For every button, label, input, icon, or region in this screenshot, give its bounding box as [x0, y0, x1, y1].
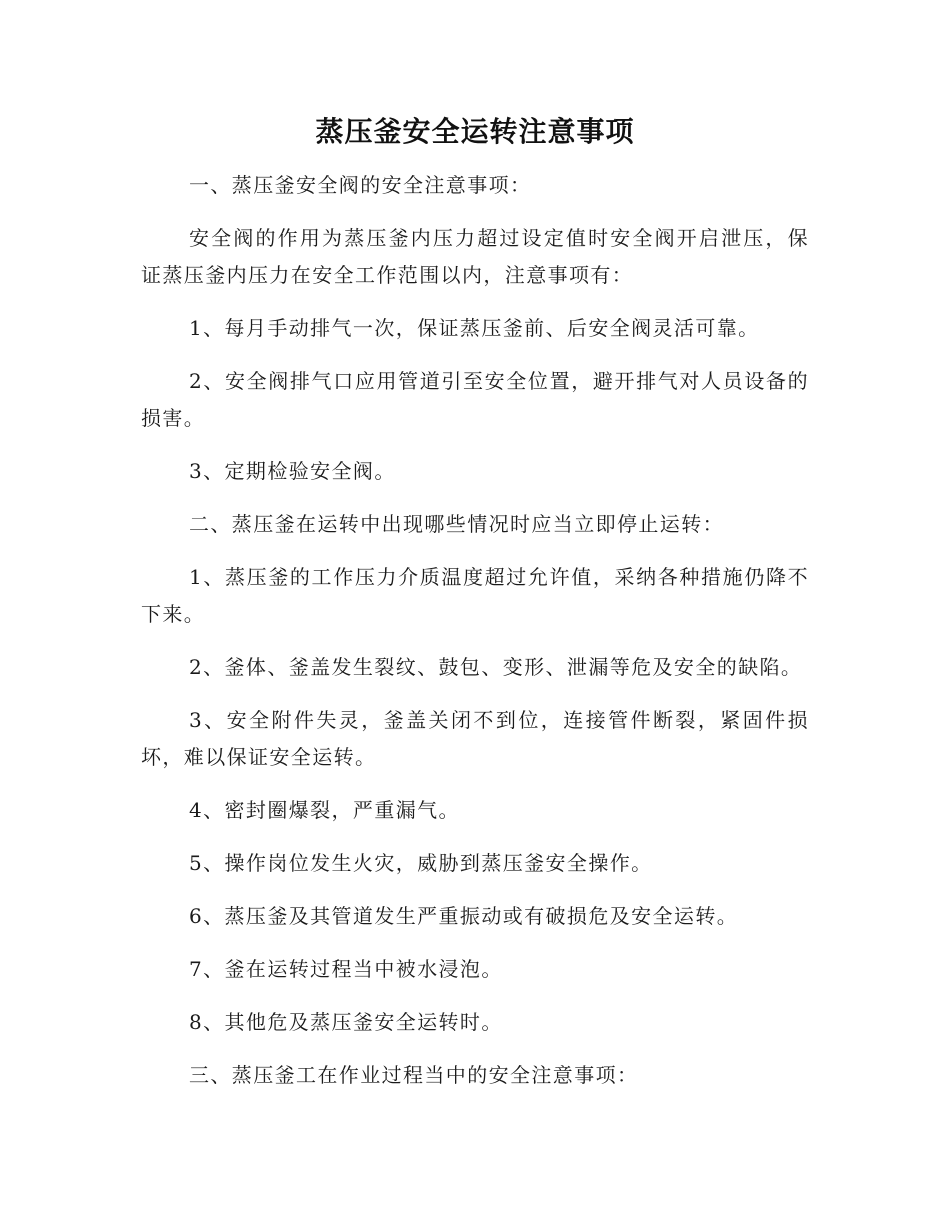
list-item: 3、安全附件失灵，釜盖关闭不到位，连接管件断裂，紧固件损坏，难以保证安全运转。	[141, 708, 809, 769]
list-item: 6、蒸压釜及其管道发生严重振动或有破损危及安全运转。	[189, 904, 739, 928]
paragraph-safety-valve-intro: 安全阀的作用为蒸压釜内压力超过设定值时安全阀开启泄压，保证蒸压釜内压力在安全工作范围以内，注意事项有：	[141, 226, 809, 287]
list-item: 7、釜在运转过程当中被水浸泡。	[189, 957, 503, 981]
list-item: 2、安全阀排气口应用管道引至安全位置，避开排气对人员设备的损害。	[141, 369, 809, 430]
list-item: 4、密封圈爆裂，严重漏气。	[189, 798, 460, 822]
section-heading-2: 二、蒸压釜在运转中出现哪些情况时应当立即停止运转：	[189, 512, 724, 536]
section-heading-3: 三、蒸压釜工在作业过程当中的安全注意事项：	[189, 1063, 639, 1087]
list-item: 8、其他危及蒸压釜安全运转时。	[189, 1010, 503, 1034]
list-item: 5、操作岗位发生火灾，威胁到蒸压釜安全操作。	[189, 851, 653, 875]
list-item: 2、釜体、釜盖发生裂纹、鼓包、变形、泄漏等危及安全的缺陷。	[189, 655, 803, 679]
document-body	[141, 167, 809, 1110]
document-title: 蒸压釜安全运转注意事项	[315, 115, 635, 148]
list-item: 3、定期检验安全阀。	[189, 459, 396, 483]
list-item: 1、蒸压釜的工作压力介质温度超过允许值，采纳各种措施仍降不下来。	[141, 565, 809, 626]
section-heading-1: 一、蒸压釜安全阀的安全注意事项：	[189, 173, 532, 197]
list-item: 1、每月手动排气一次，保证蒸压釜前、后安全阀灵活可靠。	[189, 316, 760, 340]
